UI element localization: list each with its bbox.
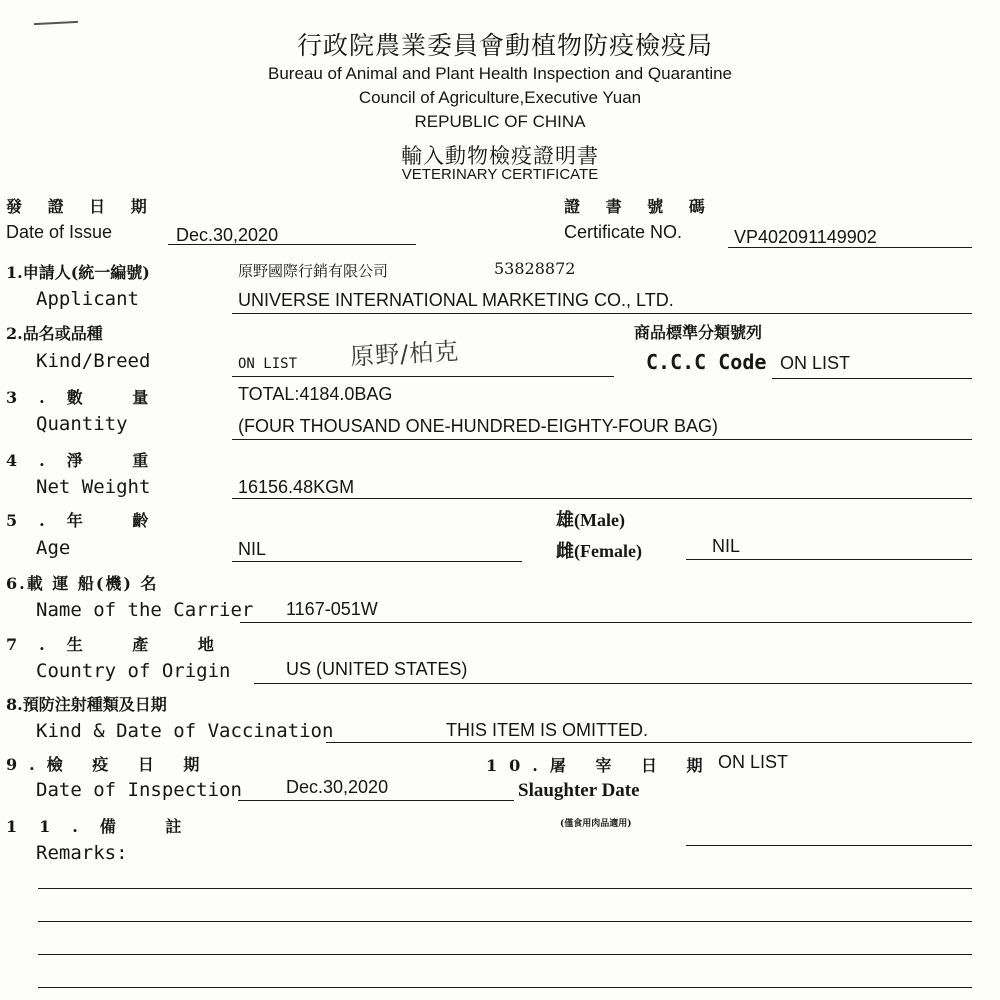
male-label: 雄(Male) bbox=[556, 510, 625, 530]
slaughter-underline bbox=[686, 845, 972, 846]
bureau-name: Bureau of Animal and Plant Health Inspection and Quarantine bbox=[267, 64, 733, 83]
certificate-number-underline bbox=[728, 247, 972, 248]
origin-value: US (UNITED STATES) bbox=[286, 659, 468, 679]
origin-cn-label: 7.生 產 地 bbox=[6, 635, 236, 654]
certificate-number-cn-label: 證 書 號 碼 bbox=[564, 197, 715, 216]
remarks-label: Remarks: bbox=[36, 842, 128, 864]
vaccination-label: Kind & Date of Vaccination bbox=[36, 720, 334, 742]
carrier-value: 1167-051W bbox=[286, 599, 378, 619]
vaccination-underline bbox=[326, 742, 972, 743]
remarks-line-4 bbox=[38, 987, 972, 988]
carrier-cn-label: 6.載 運 船(機) 名 bbox=[6, 574, 159, 593]
ccc-code-underline bbox=[772, 378, 972, 379]
kind-cn-label: 2.品名或品種 bbox=[6, 324, 103, 343]
kind-label: Kind/Breed bbox=[36, 350, 151, 372]
agency-chinese-name: 行政院農業委員會動植物防疫檢疫局 bbox=[296, 31, 713, 60]
applicant-label: Applicant bbox=[36, 288, 139, 310]
origin-underline bbox=[254, 683, 972, 684]
age-underline bbox=[232, 561, 522, 562]
age-cn-label: 5.年 齡 bbox=[6, 511, 171, 530]
certificate-chinese-title: 輸入動物檢疫證明書 bbox=[401, 144, 599, 168]
issue-date-underline bbox=[168, 244, 416, 245]
corner-mark bbox=[34, 21, 78, 25]
handwritten-annotation: 原野/柏克 bbox=[349, 337, 460, 371]
council-name: Council of Agriculture,Executive Yuan bbox=[358, 88, 642, 107]
inspection-underline bbox=[238, 800, 514, 801]
age-label: Age bbox=[36, 537, 71, 559]
remarks-line-1 bbox=[38, 888, 972, 889]
inspection-value: Dec.30,2020 bbox=[286, 777, 389, 797]
female-label: 雌(Female) bbox=[556, 541, 642, 561]
issue-date-cn-label: 發 證 日 期 bbox=[6, 197, 157, 216]
certificate-english-title: VETERINARY CERTIFICATE bbox=[401, 166, 599, 183]
sex-value: NIL bbox=[712, 536, 741, 556]
vaccination-cn-label: 8.預防注射種類及日期 bbox=[6, 695, 167, 714]
inspection-label: Date of Inspection bbox=[36, 779, 242, 801]
origin-label: Country of Origin bbox=[36, 660, 231, 682]
quantity-label: Quantity bbox=[36, 413, 128, 435]
ccc-code-label: C.C.C Code bbox=[646, 350, 767, 374]
applicant-chinese-name: 原野國際行銷有限公司 bbox=[238, 262, 389, 280]
vaccination-value: THIS ITEM IS OMITTED. bbox=[446, 720, 648, 740]
issue-date-label: Date of Issue bbox=[6, 222, 113, 242]
remarks-line-3 bbox=[38, 954, 972, 955]
applicant-cn-label: 1.申請人(統一編號) bbox=[6, 263, 150, 282]
sex-underline bbox=[686, 559, 972, 560]
remarks-line-2 bbox=[38, 921, 972, 922]
slaughter-value: ON LIST bbox=[718, 752, 789, 772]
slaughter-cn-label: 10.屠 宰 日 期 bbox=[486, 756, 715, 775]
carrier-label: Name of the Carrier bbox=[36, 599, 254, 621]
carrier-underline bbox=[240, 622, 972, 623]
applicant-id-number: 53828872 bbox=[494, 259, 576, 278]
kind-value: ON LIST bbox=[238, 356, 298, 372]
certificate-number-label: Certificate NO. bbox=[564, 222, 683, 242]
country-name: REPUBLIC OF CHINA bbox=[414, 112, 586, 131]
net-weight-label: Net Weight bbox=[36, 476, 151, 498]
certificate-number-value: VP402091149902 bbox=[734, 227, 877, 247]
issue-date-value: Dec.30,2020 bbox=[176, 225, 279, 245]
applicant-value: UNIVERSE INTERNATIONAL MARKETING CO., LTD. bbox=[238, 290, 674, 310]
ccc-code-value: ON LIST bbox=[780, 353, 851, 373]
slaughter-label: Slaughter Date bbox=[518, 780, 640, 801]
age-value: NIL bbox=[238, 539, 267, 559]
quantity-value: TOTAL:4184.0BAG bbox=[238, 384, 393, 404]
ccc-code-cn-label: 商品標準分類號列 bbox=[634, 323, 763, 342]
inspection-cn-label: 9.檢 疫 日 期 bbox=[6, 755, 212, 774]
net-weight-cn-label: 4.淨 重 bbox=[6, 451, 171, 470]
applicant-underline bbox=[232, 313, 972, 314]
remarks-cn-label: 11.備 註 bbox=[6, 817, 204, 836]
net-weight-value: 16156.48KGM bbox=[238, 477, 355, 497]
quantity-words: (FOUR THOUSAND ONE-HUNDRED-EIGHTY-FOUR BAG) bbox=[238, 416, 719, 436]
kind-underline bbox=[232, 376, 614, 377]
net-weight-underline bbox=[232, 498, 972, 499]
slaughter-note: (僅食用肉品適用) bbox=[560, 819, 632, 829]
quantity-cn-label: 3.數 量 bbox=[6, 388, 171, 407]
quantity-underline bbox=[232, 439, 972, 440]
